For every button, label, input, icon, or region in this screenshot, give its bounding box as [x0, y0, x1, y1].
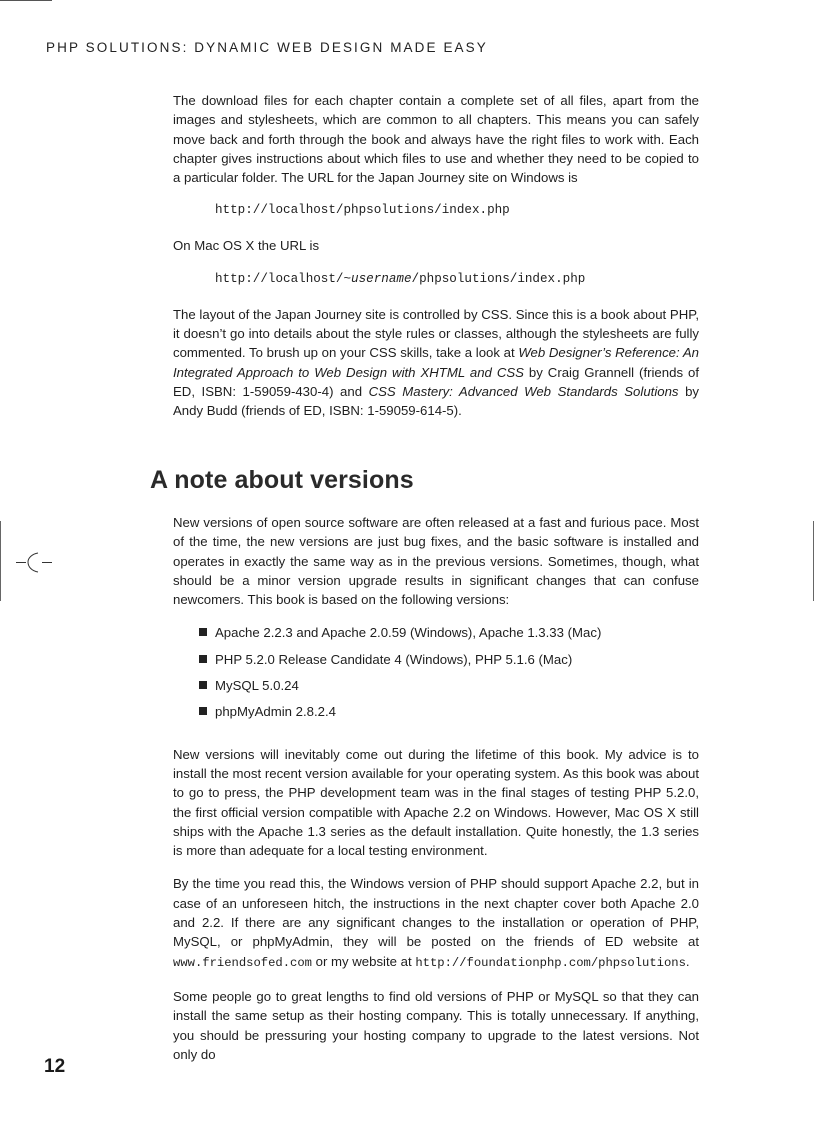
- list-item: [199, 623, 699, 649]
- mac-url: [215, 270, 699, 289]
- book-title-css-mastery: CSS Mastery: Advanced Web Standards Solutions: [368, 383, 679, 399]
- page-number: 12: [44, 1056, 66, 1077]
- running-header: PHP SOLUTIONS: DYNAMIC WEB DESIGN MADE EASY: [46, 40, 488, 55]
- top-crop-rule: [0, 0, 52, 1]
- friendsofed-link[interactable]: www.friendsofed.com: [173, 955, 312, 970]
- mac-url-intro: On Mac OS X the URL is: [173, 238, 320, 254]
- mac-url-prefix: http://localhost/~: [215, 271, 352, 286]
- list-item-text: Apache 2.2.3 and Apache 2.0.59 (Windows), Apache 1.3.33 (Mac): [215, 625, 602, 641]
- book-title-web-designers-reference: Web Designer’s Reference: An Integrated Approach to Web Design with XHTML and CSS: [173, 345, 699, 380]
- list-item: [199, 702, 699, 728]
- list-item-text: phpMyAdmin 2.8.2.4: [215, 704, 336, 720]
- windows-support-text-2: or my website at: [311, 953, 416, 969]
- windows-url: http://localhost/phpsolutions/index.php: [215, 203, 510, 218]
- left-registration-line: [0, 521, 1, 601]
- css-paragraph-text-2: by Craig Grannell (friends of ED, ISBN: 1-59059-430-4) and: [173, 364, 699, 399]
- css-paragraph-text-3: by Andy Budd (friends of ED, ISBN: 1-59059-614-5).: [173, 383, 700, 419]
- square-bullet-icon: [199, 707, 207, 715]
- crop-mark-icon: [14, 548, 54, 578]
- new-versions-paragraph: New versions will inevitably come out during the lifetime of this book. My advice is to install the most recent version available for your operating system. As this book was about to go to press, the PHP development team was in the final stages of testing PHP 5.2.0, the first official version compatible with Apache 2.2 on Windows. However, Mac OS X still ships with the Apache 1.3 series as the default installation. Quite honestly, the 1.3 series is more than adequate for a local testing environment.: [173, 746, 699, 859]
- right-registration-line: [813, 521, 814, 601]
- old-versions-paragraph: Some people go to great lengths to find old versions of PHP or MySQL so that they can install the same setup as their hosting company. This is totally unnecessary. If anything, you should be pressuring your hosting company to upgrade to the latest versions. Not only do: [173, 988, 699, 1062]
- versions-section: [173, 513, 699, 1078]
- windows-support-text-3: .: [685, 953, 690, 969]
- foundationphp-link[interactable]: http://foundationphp.com/phpsolutions: [415, 955, 686, 970]
- square-bullet-icon: [199, 681, 207, 689]
- css-paragraph: [173, 305, 699, 421]
- list-item: [199, 650, 699, 676]
- css-paragraph-text-1: The layout of the Japan Journey site is controlled by CSS. Since this is a book about PHP, it doesn’t go into details about the style rules or classes, although the stylesheets are fully commented. To brush up on your CSS skills, take a look at: [173, 306, 699, 361]
- versions-list: [199, 623, 699, 728]
- windows-support-paragraph: [173, 874, 699, 972]
- section-heading: A note about versions: [150, 466, 414, 494]
- list-item-text: MySQL 5.0.24: [215, 678, 299, 694]
- list-item-text: PHP 5.2.0 Release Candidate 4 (Windows), PHP 5.1.6 (Mac): [215, 651, 573, 667]
- windows-support-text-1: By the time you read this, the Windows version of PHP should support Apache 2.2, but in case of an unforeseen hitch, the instructions in the next chapter cover both Apache 2.0 and 2.2. If there are any significant changes to the installation or operation of PHP, MySQL, or phpMyAdmin, they will be posted on the friends of ED website at: [173, 876, 699, 950]
- intro-paragraph: The download files for each chapter contain a complete set of all files, apart from the images and stylesheets, which are common to all chapters. This means you can safely move back and forth through the book and always have the right files to work with. Each chapter gives instructions about which files to use and whether they need to be copied to a particular folder. The URL for the Japan Journey site on Windows is: [173, 93, 699, 186]
- mac-url-username: username: [351, 271, 412, 286]
- intro-section: [173, 91, 699, 435]
- square-bullet-icon: [199, 628, 207, 636]
- versions-intro-paragraph: New versions of open source software are often released at a fast and furious pace. Most of the time, the new versions are just bug fixes, and the basic software is installed and operates in exactly the same way as in the previous versions. Sometimes, though, what should be a minor version upgrade results in significant changes that can confuse newcomers. This book is based on the following versions:: [173, 515, 699, 608]
- square-bullet-icon: [199, 655, 207, 663]
- mac-url-suffix: /phpsolutions/index.php: [411, 271, 586, 286]
- list-item: [199, 676, 699, 702]
